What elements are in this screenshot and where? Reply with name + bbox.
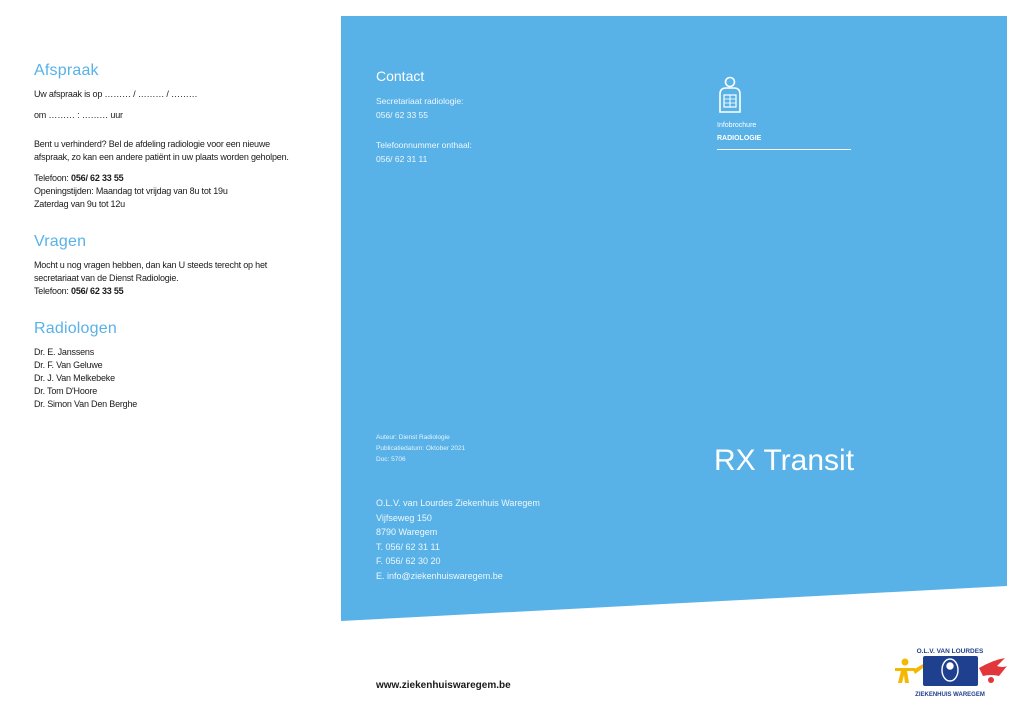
patient-xray-icon (717, 76, 743, 114)
radiologist-name: Dr. F. Van Geluwe (34, 360, 103, 370)
radiologist-name: Dr. J. Van Melkebeke (34, 373, 115, 383)
phone-label: Telefoon: (34, 173, 72, 183)
website-link[interactable]: www.ziekenhuiswaregem.be (376, 680, 511, 691)
appointment-time-line: om ……… : ……… uur (34, 110, 123, 120)
radiologist-name: Dr. E. Janssens (34, 347, 95, 357)
opening-hours-weekday: Openingstijden: Maandag tot vrijdag van 8u tot 19u (34, 186, 228, 196)
email: E. info@ziekenhuiswaregem.be (376, 570, 503, 581)
radiologist-name: Dr. Simon Van Den Berghe (34, 399, 138, 409)
logo-top-text: O.L.V. VAN LOURDES (916, 648, 984, 655)
info-department: RADIOLOGIE (717, 135, 762, 142)
brochure-title: RX Transit (714, 444, 855, 477)
author: Auteur: Dienst Radiologie (376, 434, 450, 441)
fax: F. 056/ 62 30 20 (376, 556, 441, 566)
phone-number: 056/ 62 33 55 (71, 286, 124, 296)
reception-label: Telefoonnummer onthaal: (376, 140, 472, 150)
radiologists-title: Radiologen (34, 320, 117, 337)
contact-title: Contact (376, 68, 425, 84)
radiologist-name: Dr. Tom D'Hoore (34, 386, 98, 396)
divider-line (717, 149, 851, 150)
hospital-logo (893, 646, 1008, 698)
appointment-title: Afspraak (34, 62, 99, 79)
questions-paragraph: Mocht u nog vragen hebben, dan kan U steeds terecht op het secretariaat van de Dienst Radiologie. (34, 260, 268, 283)
phone-number: 056/ 62 33 55 (71, 173, 124, 183)
secretariat-phone: 056/ 62 33 55 (376, 110, 428, 120)
hospital-address (376, 496, 540, 583)
secretariat-label: Secretariaat radiologie: (376, 96, 464, 106)
opening-hours-saturday: Zaterdag van 9u tot 12u (34, 199, 125, 209)
publication-meta (376, 432, 465, 465)
hospital-name: O.L.V. van Lourdes Ziekenhuis Waregem (376, 498, 540, 508)
info-block (717, 76, 851, 150)
info-label: Infobrochure (717, 122, 757, 129)
appointment-date-line: Uw afspraak is op ……… / ……… / ……… (34, 89, 198, 99)
city: 8790 Waregem (376, 527, 438, 537)
doc-number: Doc: 5706 (376, 456, 406, 463)
questions-title: Vragen (34, 233, 87, 250)
appointment-paragraph: Bent u verhinderd? Bel de afdeling radiologie voor een nieuwe afspraak, zo kan een andere patiënt in uw plaats worden geholpen. (34, 139, 289, 162)
contact-block (376, 68, 472, 166)
reception-phone: 056/ 62 31 11 (376, 154, 428, 164)
telephone: T. 056/ 62 31 11 (376, 541, 440, 552)
street: Vijfseweg 150 (376, 512, 432, 523)
phone-label: Telefoon: (34, 286, 72, 296)
publication-date: Publicatiedatum: Oktober 2021 (376, 445, 466, 452)
logo-bottom-text: ZIEKENHUIS WAREGEM (915, 692, 985, 698)
